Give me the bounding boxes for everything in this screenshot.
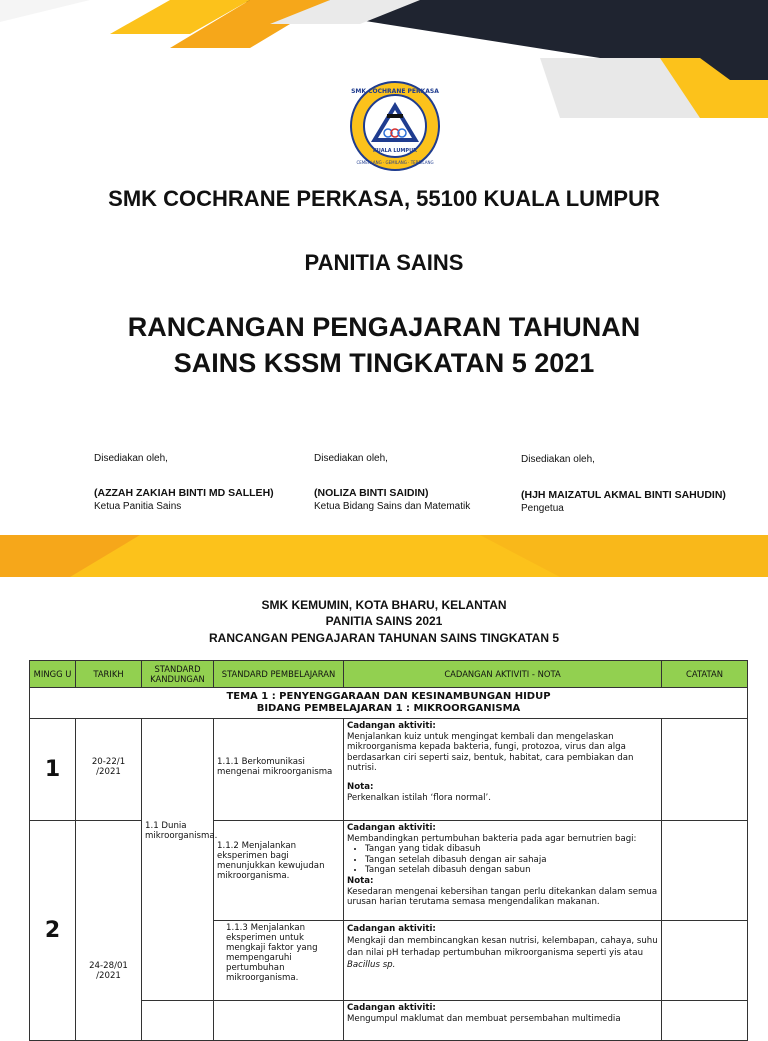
logo-bottom-text: CEMERLANG · GEMILANG · TERBILANG xyxy=(356,160,434,165)
signatory-label: Disediakan oleh, xyxy=(314,453,388,464)
activity-title: Cadangan aktiviti: xyxy=(347,924,436,934)
logo-middle-text: KUALA LUMPUR xyxy=(373,148,417,154)
header-notes: CATATAN xyxy=(662,661,748,688)
school-logo xyxy=(349,80,441,172)
signatory-name: (NOLIZA BINTI SAIDIN) xyxy=(314,487,429,499)
learning-area-title: BIDANG PEMBELAJARAN 1 : MIKROORGANISMA xyxy=(256,703,521,714)
table-row xyxy=(30,821,748,921)
activity-text: Membandingkan pertumbuhan bakteria pada agar bernutrien bagi: xyxy=(347,833,637,844)
learning-standard-empty xyxy=(214,1001,344,1041)
signatory-label: Disediakan oleh, xyxy=(521,454,595,465)
activity-cell xyxy=(344,921,662,1001)
learning-standard: 1.1.2 Menjalankan eksperimen bagi menunjukkan kewujudan mikroorganisma. xyxy=(214,821,344,921)
activity-text: Menjalankan kuiz untuk mengingat kembali dan mengelaskan mikroorganisma kepada bakteria, fungi, protozoa, virus dan alga berdasarkan ciri seperti saiz, bentuk, habitat, cara pembiakan dan nutrisi. xyxy=(347,731,634,774)
header-activity: CADANGAN AKTIVITI - NOTA xyxy=(344,661,662,688)
notes-cell xyxy=(662,719,748,821)
activity-cell xyxy=(344,719,662,821)
doc-school-line: SMK KEMUMIN, KOTA BHARU, KELANTAN xyxy=(261,598,507,612)
activity-title: Cadangan aktiviti: xyxy=(347,721,436,731)
header-learning-standard: STANDARD PEMBELAJARAN xyxy=(214,661,344,688)
signatory-role: Ketua Panitia Sains xyxy=(94,501,182,512)
content-standard: 1.1 Dunia mikroorganisma. xyxy=(142,719,214,1001)
activity-bullets xyxy=(347,844,658,876)
notes-cell xyxy=(662,1001,748,1041)
notes-cell xyxy=(662,821,748,921)
activity-cell xyxy=(344,1001,662,1041)
learning-standard: 1.1.1 Berkomunikasi mengenai mikroorganisma xyxy=(214,719,344,821)
note-text: Perkenalkan istilah ‘flora normal’. xyxy=(347,792,491,803)
header-content-standard: STANDARD KANDUNGAN xyxy=(142,661,214,688)
doc-plan-line: RANCANGAN PENGAJARAN TAHUNAN SAINS TINGKATAN 5 xyxy=(208,631,559,645)
week-number: 1 xyxy=(30,719,76,821)
committee-title: PANITIA SAINS xyxy=(304,250,464,275)
activity-title: Cadangan aktiviti: xyxy=(347,823,436,833)
theme-title: TEMA 1 : PENYENGGARAAN DAN KESINAMBUNGAN HIDUP xyxy=(226,691,551,702)
yearly-plan-table xyxy=(29,660,748,1041)
week-number: 2 xyxy=(30,821,76,1041)
plan-title-line1: RANCANGAN PENGAJARAN TAHUNAN xyxy=(127,312,641,342)
header-date: TARIKH xyxy=(76,661,142,688)
note-text: Kesedaran mengenai kebersihan tangan perlu ditekankan dalam semua urusan harian terutama semasa mengendalikan makanan. xyxy=(347,886,658,908)
activity-text: Mengkaji dan membincangkan kesan nutrisi, kelembapan, cahaya, suhu dan nilai pH terhadap pertumbuhan mikroorganisma seperti yis atau xyxy=(347,936,658,958)
signatory-name: (HJH MAIZATUL AKMAL BINTI SAHUDIN) xyxy=(521,489,726,501)
school-title: SMK COCHRANE PERKASA, 55100 KUALA LUMPUR xyxy=(108,186,660,211)
week-date: 24-28/01 /2021 xyxy=(76,821,142,1041)
signatory-2 xyxy=(314,452,470,513)
activity-title: Cadangan aktiviti: xyxy=(347,1003,436,1013)
note-title: Nota: xyxy=(347,781,374,792)
table-row xyxy=(30,719,748,821)
signatory-role: Ketua Bidang Sains dan Matematik xyxy=(314,501,471,512)
activity-italic-text: Bacillus sp. xyxy=(347,960,396,970)
note-title: Nota: xyxy=(347,875,374,886)
notes-cell xyxy=(662,921,748,1001)
list-item: • Tangan yang tidak dibasuh xyxy=(365,844,658,855)
signatory-1 xyxy=(94,452,274,513)
table-header-row xyxy=(30,661,748,688)
activity-cell xyxy=(344,821,662,921)
learning-standard: 1.1.3 Menjalankan eksperimen untuk mengkaji faktor yang mempengaruhi pertumbuhan mikroorganisma. xyxy=(214,921,344,1001)
signatory-label: Disediakan oleh, xyxy=(94,453,168,464)
doc-committee-line: PANITIA SAINS 2021 xyxy=(325,614,443,628)
week-date: 20-22/1 /2021 xyxy=(76,719,142,821)
signatory-name: (AZZAH ZAKIAH BINTI MD SALLEH) xyxy=(94,487,274,499)
signatory-role: Pengetua xyxy=(521,503,564,514)
theme-row xyxy=(30,688,748,719)
signatory-3 xyxy=(521,453,726,515)
plan-title-line2: SAINS KSSM TINGKATAN 5 2021 xyxy=(173,348,595,378)
header-week: MINGG U xyxy=(30,661,76,688)
list-item: • Tangan setelah dibasuh dengan air sahaja xyxy=(365,855,658,866)
activity-text: Mengumpul maklumat dan membuat persembahan multimedia xyxy=(347,1014,621,1024)
content-standard-empty xyxy=(142,1001,214,1041)
list-item: • Tangan setelah dibasuh dengan sabun xyxy=(365,865,658,876)
logo-top-text: SMK COCHRANE PERKASA xyxy=(351,88,439,95)
